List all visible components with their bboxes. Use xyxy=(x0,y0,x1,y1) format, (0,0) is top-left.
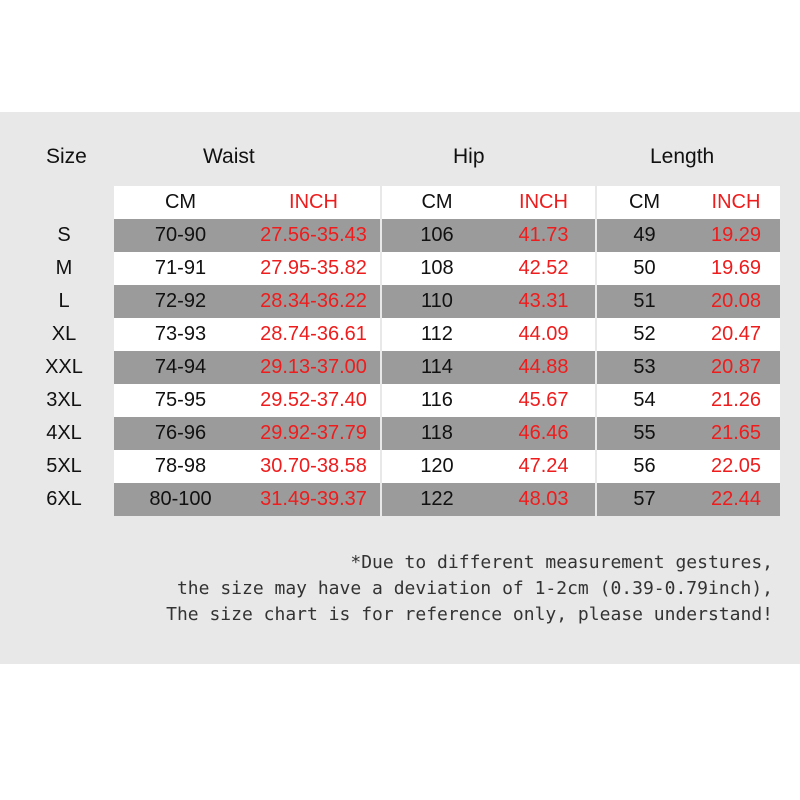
column-separator xyxy=(595,318,597,351)
cell-waist-inch: 28.34-36.22 xyxy=(260,290,367,312)
subheader-length-inch: INCH xyxy=(711,191,761,213)
cell-waist-cm: 76-96 xyxy=(154,422,207,444)
header-hip: Hip xyxy=(453,145,485,168)
subheader-length-cm: CM xyxy=(628,191,661,213)
cell-waist-inch: 29.52-37.40 xyxy=(260,389,367,411)
cell-hip-inch: 43.31 xyxy=(518,290,569,312)
cell-waist-inch: 29.92-37.79 xyxy=(260,422,367,444)
cell-length-cm: 50 xyxy=(633,257,656,279)
column-separator xyxy=(595,384,597,417)
cell-hip-cm: 112 xyxy=(421,323,453,345)
column-separator xyxy=(380,384,382,417)
size-label: L xyxy=(58,290,70,312)
table-row xyxy=(114,384,780,417)
size-label: XL xyxy=(51,323,77,345)
column-separator xyxy=(595,252,597,285)
cell-hip-cm: 108 xyxy=(420,257,454,279)
column-separator xyxy=(595,417,597,450)
column-separator xyxy=(595,351,597,384)
cell-length-inch: 19.29 xyxy=(710,224,762,246)
table-row xyxy=(114,417,780,450)
column-separator xyxy=(380,351,382,384)
column-separator xyxy=(380,219,382,252)
cell-waist-inch: 27.95-35.82 xyxy=(260,257,367,279)
subheader-waist-inch: INCH xyxy=(289,191,338,213)
cell-hip-cm: 116 xyxy=(421,389,453,411)
note-line-1: *Due to different measurement gestures, xyxy=(350,552,773,573)
note-line-3: The size chart is for reference only, please understand! xyxy=(166,604,773,625)
cell-waist-inch: 27.56-35.43 xyxy=(260,224,367,246)
cell-hip-inch: 44.88 xyxy=(518,356,569,378)
table-row xyxy=(114,483,780,516)
cell-waist-cm: 72-92 xyxy=(154,290,207,312)
column-separator xyxy=(595,285,597,318)
table-subheader-row xyxy=(114,186,780,219)
cell-waist-cm: 80-100 xyxy=(149,488,212,510)
cell-length-inch: 20.87 xyxy=(710,356,762,378)
table-row xyxy=(114,252,780,285)
column-separator xyxy=(380,318,382,351)
cell-waist-cm: 71-91 xyxy=(154,257,207,279)
size-label: XXL xyxy=(45,356,83,378)
header-size: Size xyxy=(46,145,87,168)
cell-length-cm: 52 xyxy=(633,323,656,345)
cell-length-cm: 57 xyxy=(633,488,656,510)
table-body xyxy=(114,219,780,516)
size-label: 6XL xyxy=(46,488,82,510)
cell-length-cm: 54 xyxy=(633,389,656,411)
table-row xyxy=(114,318,780,351)
cell-hip-cm: 118 xyxy=(421,422,453,444)
cell-waist-inch: 29.13-37.00 xyxy=(260,356,367,378)
column-separator xyxy=(380,450,382,483)
subheader-hip-inch: INCH xyxy=(519,191,568,213)
cell-length-inch: 19.69 xyxy=(710,257,762,279)
cell-hip-inch: 48.03 xyxy=(518,488,569,510)
column-separator xyxy=(380,285,382,318)
size-label: S xyxy=(57,224,71,246)
column-separator xyxy=(380,252,382,285)
cell-hip-cm: 110 xyxy=(421,290,453,312)
size-label: 5XL xyxy=(46,455,82,477)
table-row xyxy=(114,219,780,252)
cell-hip-inch: 46.46 xyxy=(518,422,569,444)
cell-waist-cm: 78-98 xyxy=(154,455,207,477)
cell-waist-inch: 30.70-38.58 xyxy=(260,455,367,477)
size-table xyxy=(114,186,780,516)
cell-length-cm: 49 xyxy=(633,224,656,246)
column-separator xyxy=(380,417,382,450)
cell-waist-cm: 70-90 xyxy=(154,224,207,246)
cell-length-cm: 55 xyxy=(633,422,656,444)
column-separator xyxy=(380,483,382,516)
cell-hip-cm: 114 xyxy=(421,356,453,378)
column-separator xyxy=(595,450,597,483)
cell-waist-inch: 28.74-36.61 xyxy=(260,323,367,345)
cell-hip-inch: 42.52 xyxy=(518,257,569,279)
header-waist: Waist xyxy=(203,145,255,168)
size-label: 3XL xyxy=(46,389,82,411)
size-label: M xyxy=(55,257,73,279)
cell-length-inch: 21.65 xyxy=(710,422,762,444)
cell-length-inch: 20.08 xyxy=(710,290,762,312)
cell-hip-cm: 106 xyxy=(420,224,454,246)
column-separator xyxy=(595,483,597,516)
cell-hip-inch: 47.24 xyxy=(518,455,569,477)
table-row xyxy=(114,450,780,483)
cell-hip-inch: 45.67 xyxy=(518,389,569,411)
cell-hip-inch: 44.09 xyxy=(518,323,569,345)
table-row xyxy=(114,351,780,384)
cell-waist-inch: 31.49-39.37 xyxy=(260,488,367,510)
cell-length-inch: 21.26 xyxy=(710,389,762,411)
note-line-2: the size may have a deviation of 1-2cm (0.39-0.79inch), xyxy=(176,578,773,599)
size-label: 4XL xyxy=(46,422,82,444)
table-row xyxy=(114,285,780,318)
cell-length-inch: 22.05 xyxy=(710,455,762,477)
cell-length-cm: 56 xyxy=(633,455,656,477)
subheader-waist-cm: CM xyxy=(164,191,197,213)
cell-hip-cm: 122 xyxy=(420,488,454,510)
cell-length-cm: 53 xyxy=(633,356,656,378)
cell-waist-cm: 75-95 xyxy=(154,389,207,411)
cell-hip-cm: 120 xyxy=(420,455,454,477)
subheader-hip-cm: CM xyxy=(421,191,453,213)
column-separator xyxy=(595,219,597,252)
cell-length-inch: 22.44 xyxy=(710,488,762,510)
cell-waist-cm: 74-94 xyxy=(154,356,207,378)
cell-length-inch: 20.47 xyxy=(710,323,762,345)
cell-hip-inch: 41.73 xyxy=(518,224,569,246)
cell-waist-cm: 73-93 xyxy=(154,323,207,345)
cell-length-cm: 51 xyxy=(633,290,656,312)
header-length: Length xyxy=(650,145,715,168)
